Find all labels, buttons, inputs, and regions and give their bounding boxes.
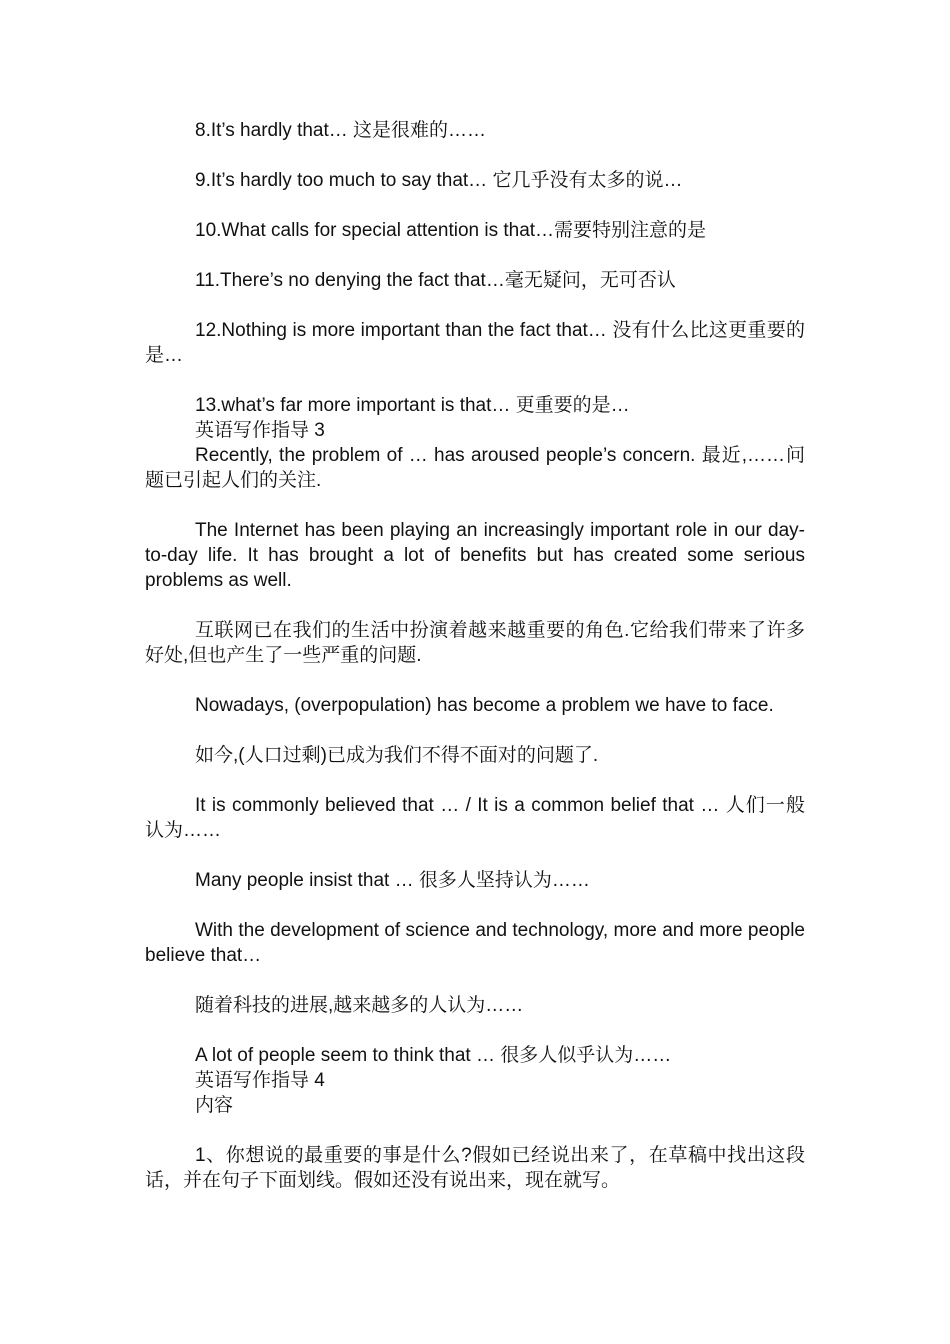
content-item-1: 1、你想说的最重要的事是什么?假如已经说出来了，在草稿中找出这段话，并在句子下面划线。假如还没有说出来，现在就写。 [145, 1145, 805, 1191]
internet-paragraph-zh: 互联网已在我们的生活中扮演着越来越重要的角色.它给我们带来了许多好处,但也产生了一些严重的问题. [145, 620, 805, 666]
recently-paragraph: Recently, the problem of … has aroused people’s concern. 最近,……问题已引起人们的关注. [145, 445, 805, 491]
section-heading-4: 英语写作指导 4 [195, 1070, 325, 1091]
phrase-13: 13.what’s far more important is that… 更重要的是… [195, 395, 630, 416]
internet-paragraph-en: The Internet has been playing an increasingly important role in our day-to-day life. It has brought a lot of benefits but has created some serious problems as well. [145, 520, 805, 591]
insist-paragraph: Many people insist that … 很多人坚持认为…… [195, 870, 590, 891]
phrase-10: 10.What calls for special attention is that…需要特别注意的是 [195, 220, 707, 241]
nowadays-paragraph-zh: 如今,(人口过剩)已成为我们不得不面对的问题了. [195, 745, 599, 766]
development-paragraph-zh: 随着科技的进展,越来越多的人认为…… [195, 995, 524, 1016]
development-paragraph-en: With the development of science and technology, more and more people believe that… [145, 920, 805, 966]
phrase-8: 8.It’s hardly that… 这是很难的…… [195, 120, 487, 141]
seem-think-paragraph: A lot of people seem to think that … 很多人似乎认为…… [195, 1045, 672, 1066]
phrase-9: 9.It’s hardly too much to say that… 它几乎没有太多的说… [195, 170, 683, 191]
section-heading-3: 英语写作指导 3 [195, 420, 325, 441]
document-page [145, 118, 805, 1193]
common-belief-paragraph: It is commonly believed that … / It is a common belief that … 人们一般认为…… [145, 795, 805, 841]
phrase-12: 12.Nothing is more important than the fact that… 没有什么比这更重要的是… [145, 320, 805, 366]
phrase-11: 11.There’s no denying the fact that…毫无疑问，无可否认 [195, 270, 676, 291]
content-label: 内容 [195, 1095, 234, 1116]
nowadays-paragraph-en: Nowadays, (overpopulation) has become a problem we have to face. [195, 695, 774, 716]
